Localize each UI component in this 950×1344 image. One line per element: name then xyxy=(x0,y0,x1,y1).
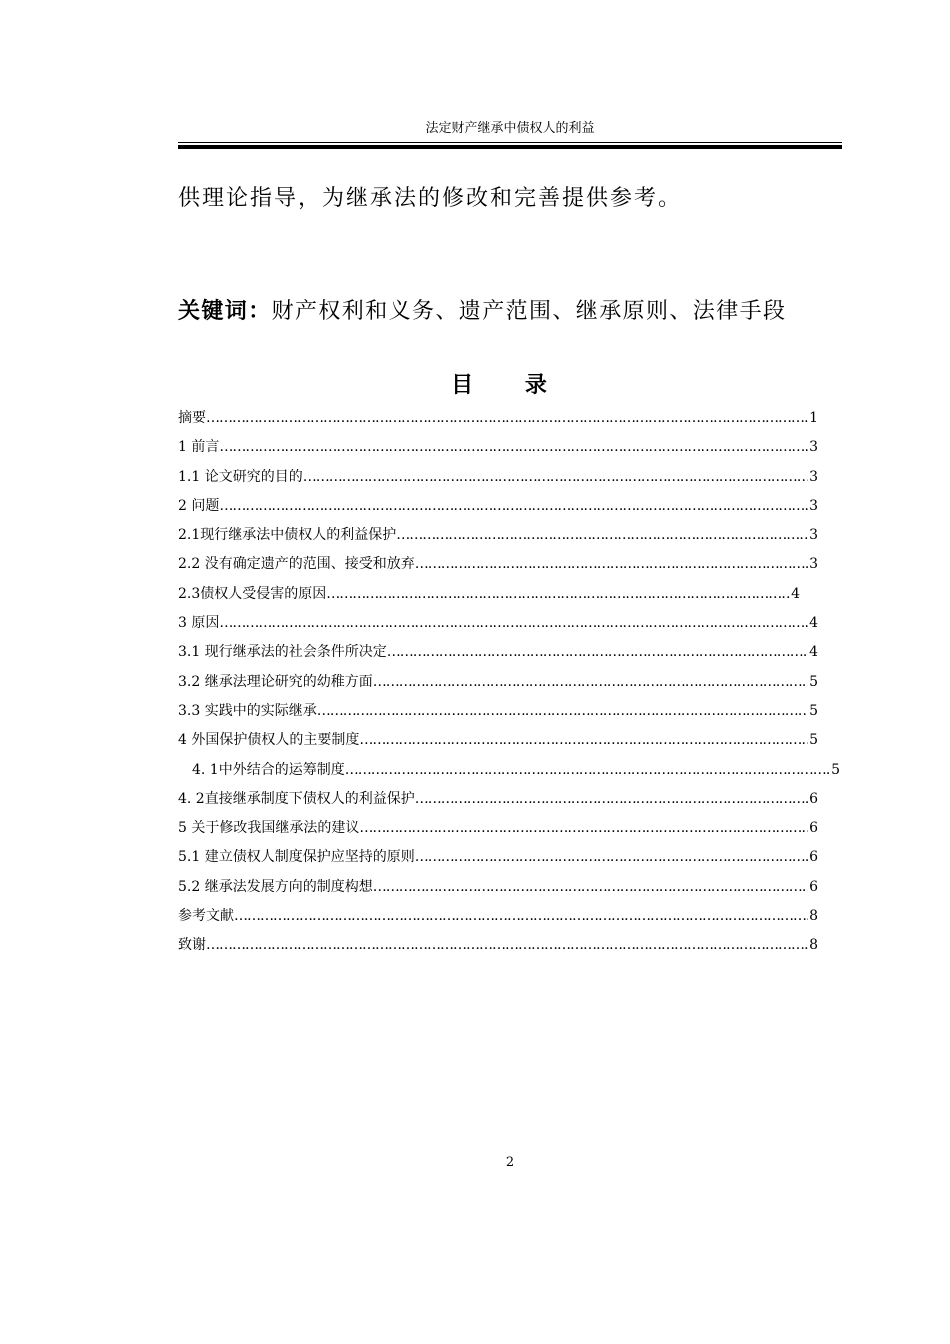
toc-leader-dots xyxy=(415,785,808,814)
toc-leader-dots xyxy=(396,521,808,550)
toc-entry-page: 6 xyxy=(809,790,818,807)
toc-entry[interactable] xyxy=(178,756,840,785)
toc-leader-dots xyxy=(206,931,808,960)
toc-leader-dots xyxy=(345,756,830,785)
toc-entry-text: 摘要 xyxy=(178,410,206,426)
toc-entry[interactable] xyxy=(178,433,818,462)
toc-entry-text: 致谢 xyxy=(178,937,206,954)
toc-entry[interactable] xyxy=(178,931,818,960)
toc-leader-dots xyxy=(359,726,808,755)
toc-entry[interactable] xyxy=(178,902,818,931)
toc-leader-dots xyxy=(326,580,790,609)
toc-entry-page: 6 xyxy=(809,820,818,837)
toc-entry-text: 4 外国保护债权人的主要制度 xyxy=(178,732,360,749)
toc-entry-page: 3 xyxy=(809,439,818,456)
toc-entry-page: 4 xyxy=(809,644,818,661)
toc-entry-page: 5 xyxy=(809,702,818,719)
toc-entry-page: 4 xyxy=(809,615,818,632)
toc-entry-page: 6 xyxy=(809,878,818,895)
toc-entry-text: 参考文献 xyxy=(178,908,234,925)
running-header-title: 法定财产继承中债权人的利益 xyxy=(425,121,595,136)
toc-leader-dots xyxy=(415,843,808,872)
toc-entry-text: 2.1现行继承法中债权人的利益保护 xyxy=(178,527,397,544)
toc-entry-text: 3.1 现行继承法的社会条件所决定 xyxy=(178,644,387,661)
toc-leader-dots xyxy=(317,697,808,726)
page-number: 2 xyxy=(505,1155,515,1170)
toc-entry-text: 5.2 继承法发展方向的制度构想 xyxy=(178,878,373,895)
toc-leader-dots xyxy=(219,492,808,521)
toc-entry[interactable] xyxy=(178,609,818,638)
toc-entry[interactable] xyxy=(178,492,818,521)
table-of-contents xyxy=(178,404,840,961)
toc-entry-page: 3 xyxy=(809,556,818,573)
header-rule-thin xyxy=(178,142,842,143)
toc-entry[interactable] xyxy=(178,843,818,872)
toc-entry-page: 8 xyxy=(809,908,818,925)
toc-leader-dots xyxy=(373,873,808,902)
toc-entry-text: 5 关于修改我国继承法的建议 xyxy=(178,820,360,837)
intro-paragraph-line: 供理论指导，为继承法的修改和完善提供参考。 xyxy=(178,186,683,211)
toc-entry[interactable] xyxy=(178,697,818,726)
toc-entry-text: 1.1 论文研究的目的 xyxy=(178,468,303,485)
toc-entry-page: 5 xyxy=(831,761,840,778)
toc-entry-page: 5 xyxy=(809,673,818,690)
toc-entry-text: 2 问题 xyxy=(178,497,220,514)
keywords-value: 财产权利和义务、遗产范围、继承原则、法律手段 xyxy=(271,299,787,324)
toc-entry-text: 4. 2直接继承制度下债权人的利益保护 xyxy=(178,790,415,807)
toc-entry-page: 5 xyxy=(809,732,818,749)
toc-entry[interactable] xyxy=(178,785,818,814)
toc-leader-dots xyxy=(234,902,808,931)
toc-entry[interactable] xyxy=(178,668,818,697)
keywords-label: 关键词： xyxy=(178,298,272,324)
toc-entry-text: 2.2 没有确定遗产的范围、接受和放弃 xyxy=(178,556,415,573)
toc-entry-text: 4. 1中外结合的运筹制度 xyxy=(192,761,345,778)
toc-entry[interactable] xyxy=(178,814,818,843)
header-rule-thick xyxy=(178,145,842,149)
toc-entry-page: 3 xyxy=(809,497,818,514)
toc-leader-dots xyxy=(415,550,808,579)
toc-entry-text: 5.1 建立债权人制度保护应坚持的原则 xyxy=(178,849,415,866)
toc-entry-page: 4 xyxy=(791,585,800,602)
toc-entry[interactable] xyxy=(178,638,818,667)
toc-leader-dots xyxy=(303,463,808,492)
toc-leader-dots xyxy=(206,404,808,433)
toc-entry-text: 3.2 继承法理论研究的幼稚方面 xyxy=(178,673,373,690)
toc-title: 目 录 xyxy=(451,372,569,398)
toc-entry[interactable] xyxy=(178,726,818,755)
toc-entry-page: 8 xyxy=(809,937,818,954)
toc-leader-dots xyxy=(387,638,808,667)
toc-entry[interactable] xyxy=(178,580,800,609)
toc-leader-dots xyxy=(373,668,808,697)
toc-entry[interactable] xyxy=(178,404,818,433)
toc-entry-page: 3 xyxy=(809,468,818,485)
keywords-line xyxy=(178,296,786,327)
toc-entry-text: 3.3 实践中的实际继承 xyxy=(178,702,317,719)
toc-entry[interactable] xyxy=(178,873,818,902)
toc-entry-page: 6 xyxy=(809,849,818,866)
toc-entry-page: 1 xyxy=(809,410,818,426)
toc-entry-text: 3 原因 xyxy=(178,615,220,632)
toc-entry-text: 2.3债权人受侵害的原因 xyxy=(178,585,327,602)
toc-leader-dots xyxy=(359,814,808,843)
toc-leader-dots xyxy=(219,433,808,462)
toc-entry-text: 1 前言 xyxy=(178,439,220,456)
toc-entry-page: 3 xyxy=(809,527,818,544)
toc-entry[interactable] xyxy=(178,550,818,579)
toc-entry[interactable] xyxy=(178,521,818,550)
toc-entry[interactable] xyxy=(178,463,818,492)
toc-leader-dots xyxy=(219,609,808,638)
